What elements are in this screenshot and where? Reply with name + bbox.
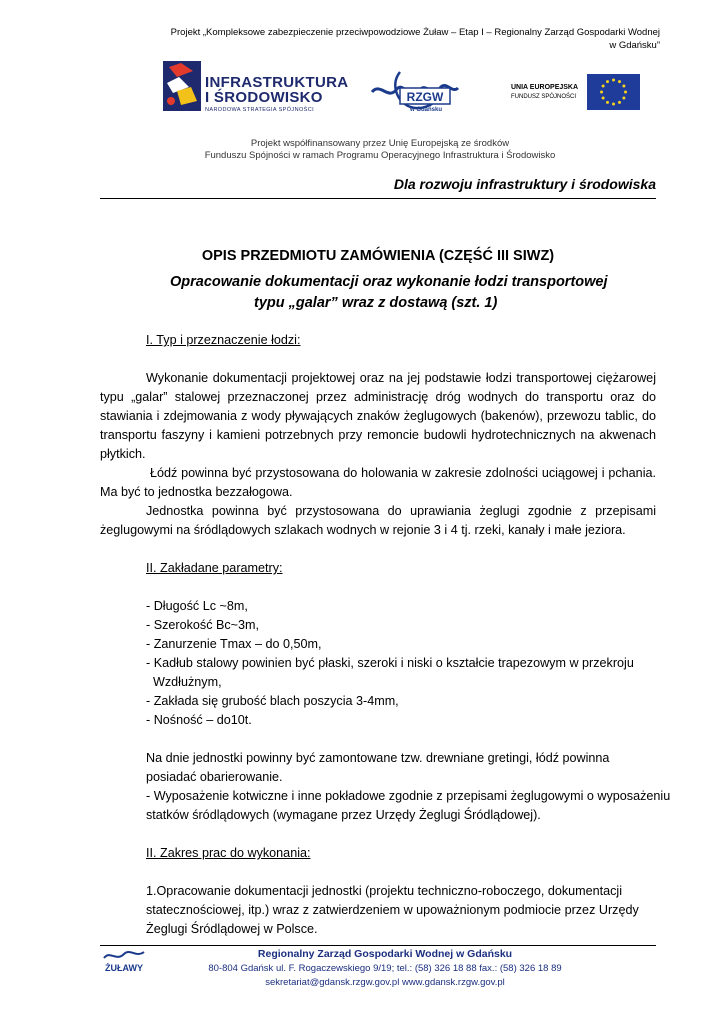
parameter-item: - Zanurzenie Tmax – do 0,50m,: [146, 637, 322, 651]
paragraph-line: żeglugowymi na śródlądowych szlakach wodnych w rejonie 3 i 4 tj. rzeki, kanały i małe jeziora.: [100, 523, 626, 537]
paragraph-line: statków śródlądowych (wymagane przez Urzędy Żeglugi Śródlądowej).: [146, 808, 541, 822]
ue-logo-line1: UNIA EUROPEJSKA: [511, 84, 579, 91]
cofinancing-line1: Projekt współfinansowany przez Unię Europejską ze środków: [250, 138, 510, 149]
project-header: [100, 26, 660, 52]
footer-contact: sekretariat@gdansk.rzgw.gov.pl www.gdansk.rzgw.gov.pl: [265, 977, 505, 988]
infrastruktura-logo-line1: INFRASTRUKTURA: [205, 74, 349, 91]
eu-flag-icon: [587, 74, 640, 110]
parameter-item: - Długość Lc ~8m,: [146, 599, 248, 613]
paragraph-line: - Wyposażenie kotwiczne i inne pokładowe zgodnie z przepisami żeglugowymi o wyposażeniu: [146, 789, 671, 803]
parameter-item: - Kadłub stalowy powinien być płaski, szeroki i niski o kształcie trapezowym w przekroju: [146, 656, 634, 670]
parameter-item: - Nośność – do10t.: [146, 713, 252, 727]
paragraph-line: transportu faszyny i kamieni potrzebnych przy remoncie budowli hydrotechnicznych na akwenach: [100, 428, 656, 442]
paragraph-line: statecznościowej, itp.) wraz z zatwierdzeniem w upoważnionym podmiocie przez Urzędy: [146, 903, 639, 917]
paragraph-line: Na dnie jednostki powinny być zamontowane tzw. drewniane gretingi, łódź powinna: [146, 751, 610, 765]
document-subtitle-line2: typu „galar” wraz z dostawą (szt. 1): [254, 295, 498, 311]
paragraph-line: stawiania i zdejmowania z wody pływających znaków żeglugowych (bakenów), przewozu tablic, do: [100, 409, 656, 423]
project-header-line1: Projekt „Kompleksowe zabezpieczenie przeciwpowodziowe Żuław – Etap I – Regionalny Zarząd Gospodarki Wodnej: [170, 27, 660, 38]
footer-divider: [100, 945, 656, 946]
rzgw-logo-sub: w Gdańsku: [410, 107, 443, 113]
parameter-item: - Szerokość Bc~3m,: [146, 618, 260, 632]
project-header-line2: w Gdańsku”: [609, 40, 660, 51]
section-heading-parameters: II. Zakładane parametry:: [146, 561, 283, 575]
document-title: OPIS PRZEDMIOTU ZAMÓWIENIA (CZĘŚĆ III SIWZ): [201, 248, 555, 264]
infrastruktura-logo-line3: NARODOWA STRATEGIA SPÓJNOŚCI: [205, 107, 314, 113]
section-heading-scope: II. Zakres prac do wykonania:: [146, 846, 311, 860]
paragraph-line: Łódź powinna być przystosowana do holowania w zakresie zdolności uciągowej i pchania.: [150, 466, 656, 480]
ue-logo-line2: FUNDUSZ SPÓJNOŚCI: [511, 94, 577, 100]
footer-organization: Regionalny Zarząd Gospodarki Wodnej w Gdańsku: [257, 948, 513, 960]
parameter-item: - Zakłada się grubość blach poszycia 3-4mm,: [146, 694, 399, 708]
paragraph-line: posiadać obarierowanie.: [146, 770, 283, 784]
footer-address: 80-804 Gdańsk ul. F. Rogaczewskiego 9/19; tel.: (58) 326 18 88 fax.: (58) 326 18 89: [208, 963, 562, 974]
section-heading-type: I. Typ i przeznaczenie łodzi:: [146, 333, 301, 347]
paragraph-line: typu „galar” stalowej przeznaczonej przez administrację dróg wodnych do transportu oraz do: [100, 390, 656, 404]
paragraph-line: Jednostka powinna być przystosowana do uprawiania żeglugi zgodnie z przepisami: [146, 504, 656, 518]
cofinancing-line2: Funduszu Spójności w ramach Programu Operacyjnego Infrastruktura i Środowisko: [204, 150, 556, 161]
infrastruktura-flag-icon: [163, 61, 201, 111]
infrastruktura-logo: [163, 61, 349, 113]
header-divider: [100, 198, 656, 199]
rzgw-logo-text: RZGW: [406, 90, 444, 104]
paragraph-line: Ma być to jednostka bezzałogowa.: [100, 485, 293, 499]
paragraph-line: Żeglugi Śródlądowej w Polsce.: [146, 922, 318, 936]
zulawy-logo-icon: [100, 948, 150, 974]
tagline: Dla rozwoju infrastruktury i środowiska: [393, 176, 656, 192]
paragraph-line: Wykonanie dokumentacji projektowej oraz na jej podstawie łodzi transportowej ciężarowej: [146, 371, 656, 385]
document-subtitle-line1: Opracowanie dokumentacji oraz wykonanie łodzi transportowej: [170, 274, 608, 290]
cofinancing-note: [160, 138, 600, 162]
infrastruktura-logo-line2: I ŚRODOWISKO: [205, 89, 323, 106]
paragraph-line: płytkich.: [100, 447, 146, 461]
zulawy-logo-text: ŻUŁAWY: [105, 963, 143, 973]
paragraph-line: 1.Opracowanie dokumentacji jednostki (projektu techniczno-roboczego, dokumentacji: [146, 884, 623, 898]
parameter-item: Wzdłużnym,: [146, 675, 222, 689]
